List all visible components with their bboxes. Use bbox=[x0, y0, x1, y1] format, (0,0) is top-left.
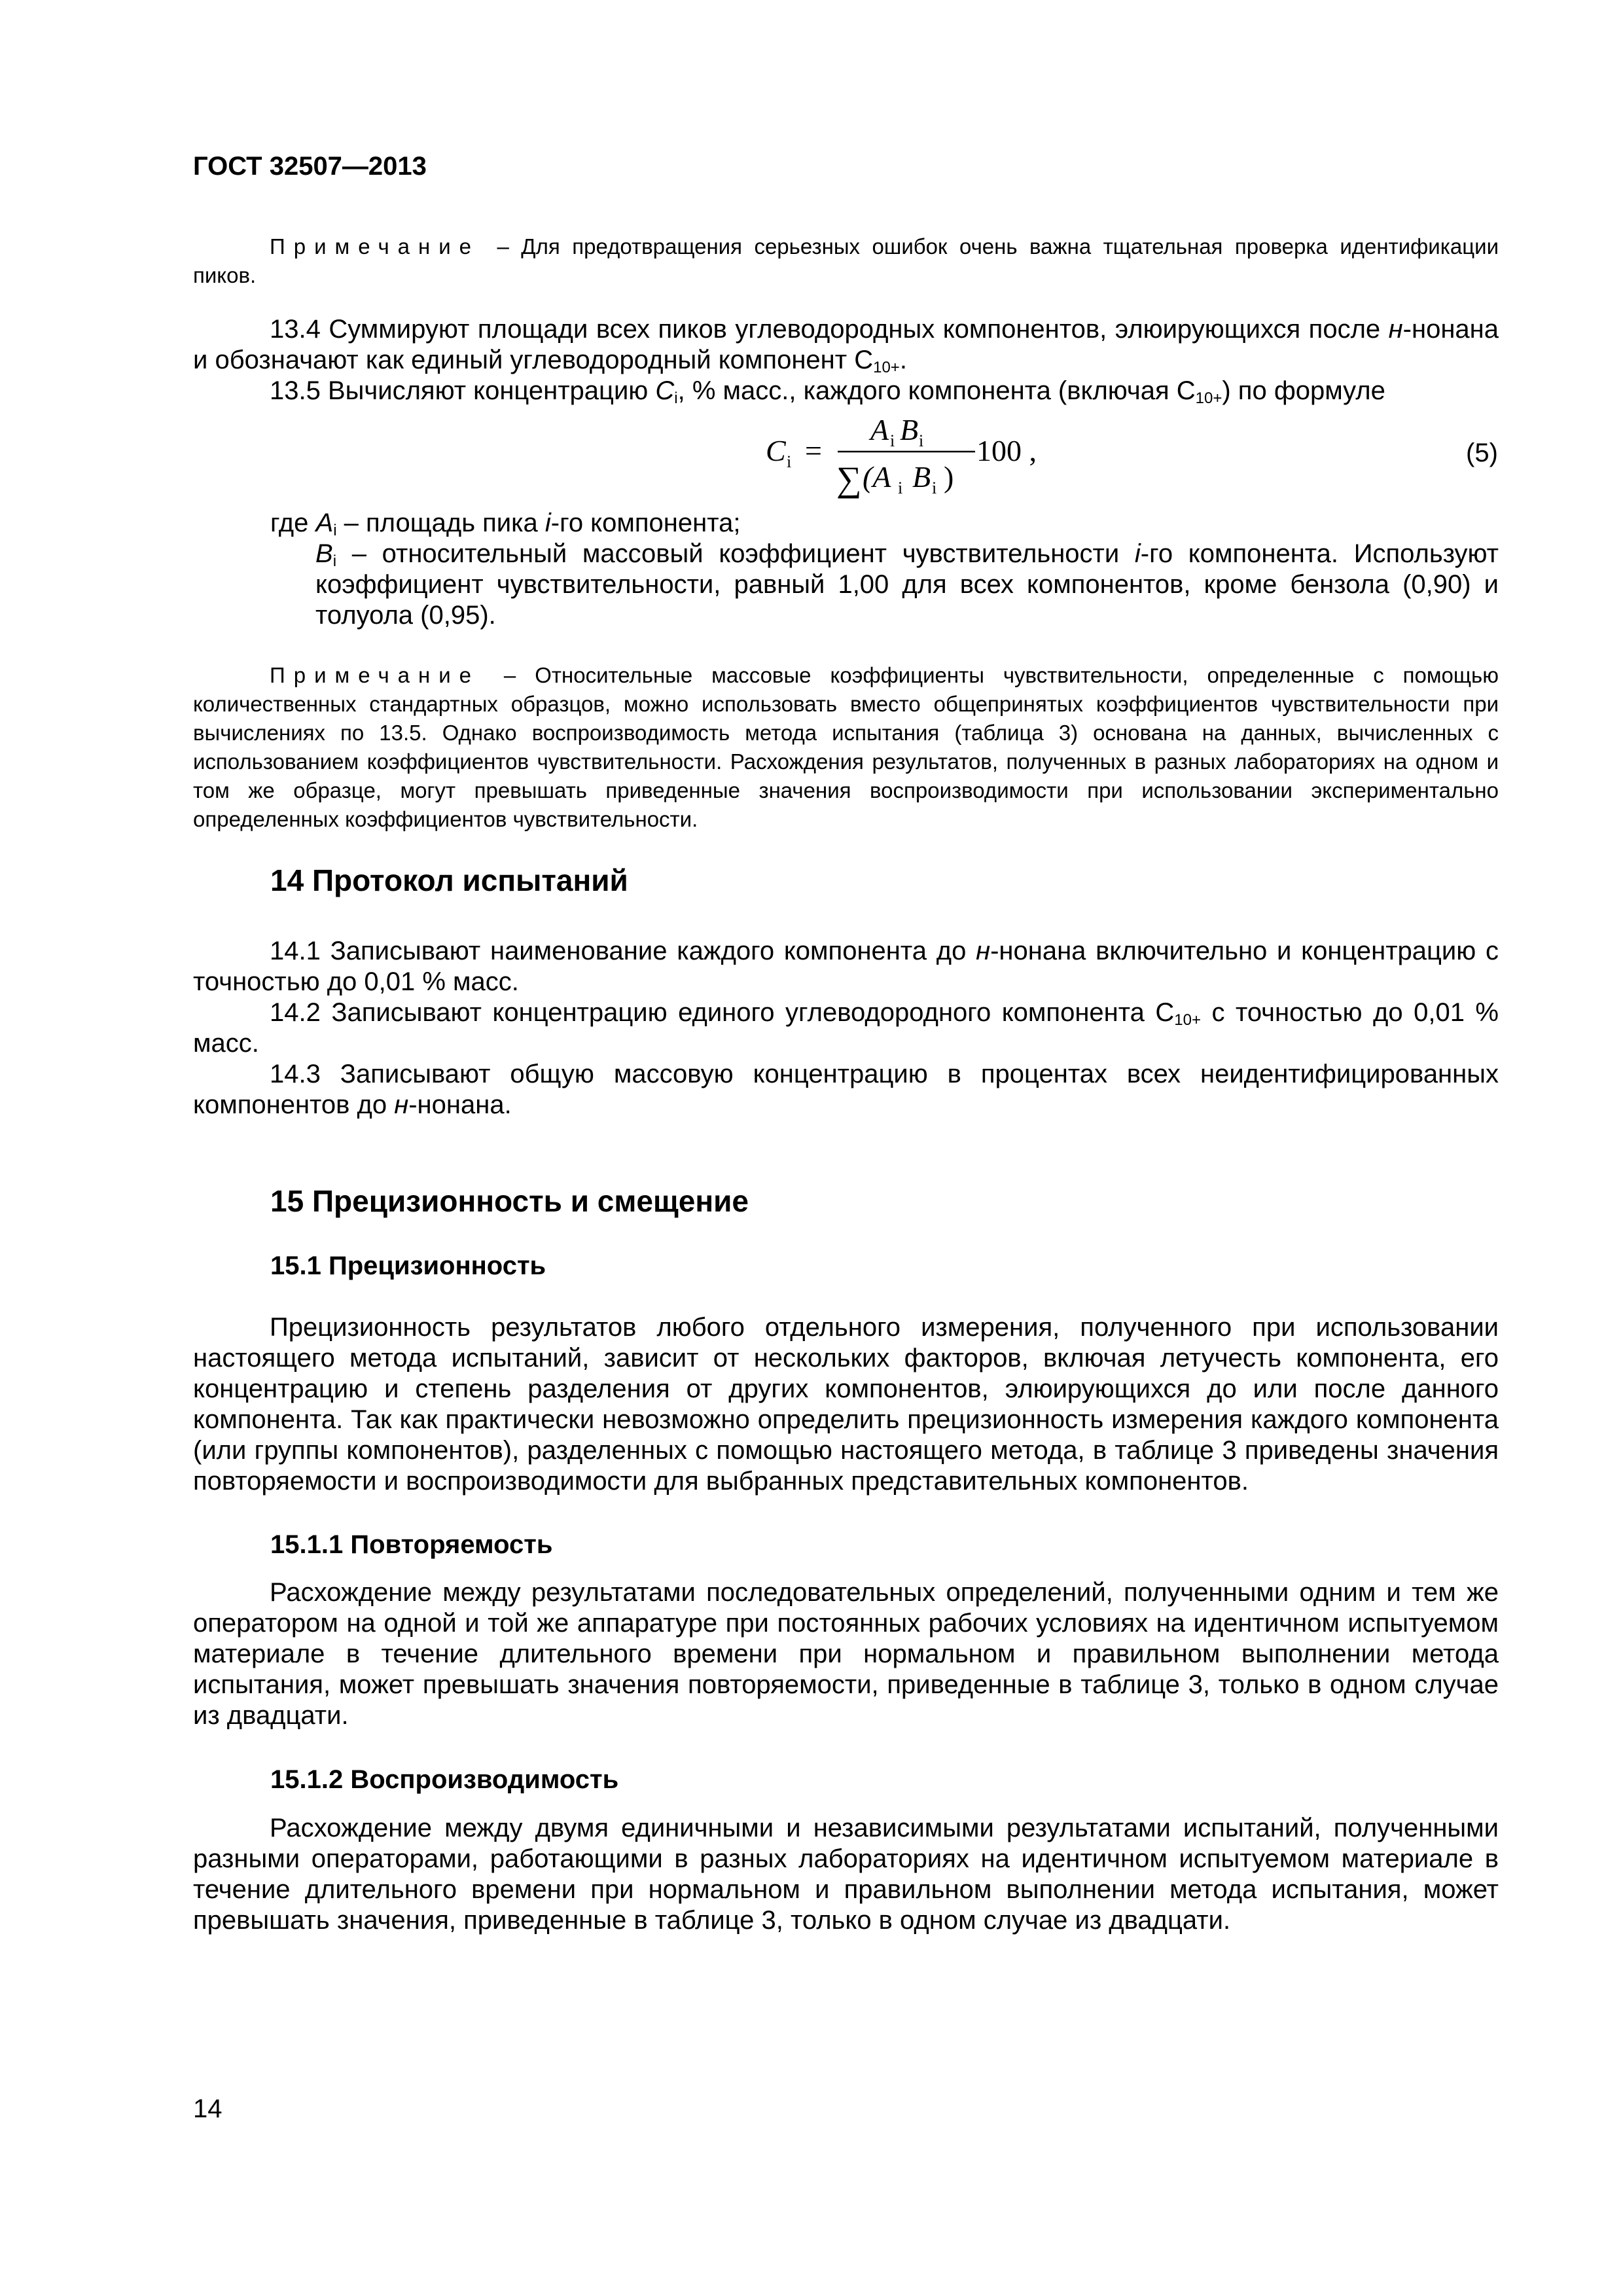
paragraph-text: 13.5 Вычисляют концентрацию bbox=[270, 376, 656, 405]
formula-number: (5) bbox=[1466, 439, 1498, 467]
note-peak-identification bbox=[193, 232, 1499, 290]
formula-concentration bbox=[753, 407, 1093, 505]
paragraph-text: -нонана включительно и концентрацию с точностью до 0,01 % масс. bbox=[193, 937, 1499, 996]
italic-n: н bbox=[976, 937, 991, 965]
note-text: – Относительные массовые коэффициенты чувствительности, определенные с помощью количественных стандартных образцов, можно использовать вместо общепринятых коэффициентов чувствительности при вычислениях по 13.5. Однако воспроизводимость метода испытания (таблица 3) основана на данных, вычисленных с использованием коэффициентов чувствительности. Расхождения результатов, полученных в разных лабораториях на одном и том же образце, могут превышать приведенные значения воспроизводимости при использовании экспериментально определенных коэффициентов чувствительности. bbox=[193, 663, 1499, 831]
formula-den-sub-a: i bbox=[898, 478, 903, 497]
subscript: 10+ bbox=[1195, 389, 1222, 407]
variable-c: C bbox=[655, 376, 675, 405]
italic-i: i bbox=[544, 509, 551, 537]
paragraph-text: ) по формуле bbox=[1222, 376, 1385, 405]
section-15-1-title: 15.1 Прецизионность bbox=[270, 1251, 546, 1280]
section-15-1-2-title: 15.1.2 Воспроизводимость bbox=[270, 1765, 619, 1794]
note-response-factors bbox=[193, 661, 1499, 834]
paragraph-15-1: Прецизионность результатов любого отдельного измерения, полученного при использовании настоящего метода испытаний, зависит от нескольких факторов, включая летучесть компонента, его концентрацию и степень разделения от других компонентов, элюирующихся до или после данного компонента. Так как практически невозможно определить прецизионность измерения каждого компонента (или группы компонентов), разделенных с помощью настоящего метода, в таблице 3 приведены значения повторяемости и воспроизводимости для выбранных представительных компонентов. bbox=[193, 1313, 1499, 1496]
where-text: – относительный массовый коэффициент чувствительности bbox=[336, 539, 1135, 568]
paragraph-text: , % масс., каждого компонента (включая С bbox=[677, 376, 1196, 405]
note-text: – Для предотвращения серьезных ошибок очень важна тщательная проверка идентификации пиков. bbox=[193, 234, 1499, 287]
italic-n: н bbox=[394, 1090, 409, 1119]
formula-den-a: (A bbox=[863, 460, 891, 493]
note-label: Примечание bbox=[270, 663, 480, 687]
paragraph-text: -нонана. bbox=[408, 1090, 512, 1119]
section-14-title: 14 Протокол испытаний bbox=[270, 863, 628, 897]
subscript: 10+ bbox=[1174, 1011, 1201, 1029]
paragraph-text: 14.2 Записывают концентрацию единого углеводородного компонента С bbox=[270, 998, 1175, 1027]
formula-lhs-sub: i bbox=[787, 452, 792, 471]
formula-lhs: C bbox=[766, 434, 786, 467]
section-15-title: 15 Прецизионность и смещение bbox=[270, 1184, 749, 1218]
paragraph-13-5 bbox=[193, 376, 1499, 406]
formula-num-b: B bbox=[900, 413, 919, 446]
paragraph-14-2 bbox=[193, 997, 1499, 1059]
document-header: ГОСТ 32507—2013 bbox=[193, 152, 427, 181]
note-label: Примечание bbox=[270, 234, 480, 259]
paragraph-text: . bbox=[899, 346, 907, 374]
where-text: где bbox=[270, 509, 316, 537]
formula-sum: ∑ bbox=[836, 459, 862, 499]
formula-den-close: ) bbox=[944, 460, 954, 493]
section-15-1-1-title: 15.1.1 Повторяемость bbox=[270, 1530, 553, 1559]
paragraph-text: 14.1 Записывают наименование каждого компонента до bbox=[270, 937, 976, 965]
paragraph-text: 14.3 Записывают общую массовую концентрацию в процентах всех неидентифицированных компонентов до bbox=[193, 1060, 1499, 1119]
formula-factor: 100 , bbox=[976, 434, 1037, 467]
subscript: i bbox=[333, 522, 337, 539]
paragraph-14-3 bbox=[193, 1059, 1499, 1121]
paragraph-14-1 bbox=[193, 936, 1499, 997]
page-number: 14 bbox=[193, 2094, 223, 2123]
where-text: – площадь пика bbox=[336, 509, 545, 537]
where-text: -го компонента; bbox=[550, 509, 741, 537]
paragraph-13-4 bbox=[193, 314, 1499, 376]
where-text: -го компонента. Используют коэффициент чувствительности, равный 1,00 для всех компонентов, кроме бензола (0,90) и толуола (0,95). bbox=[315, 539, 1499, 630]
subscript: i bbox=[674, 389, 678, 407]
formula-num-sub-b: i bbox=[919, 431, 924, 450]
paragraph-15-1-2: Расхождение между двумя единичными и независимыми результатами испытаний, полученными разными операторами, работающими в разных лабораториях на идентичном испытуемом материале в течение длительного времени при нормальном и правильном выполнении метода испытания, может превышать значения, приведенные в таблице 3, только в одном случае из двадцати. bbox=[193, 1814, 1499, 1935]
formula-num-sub-a: i bbox=[890, 431, 895, 450]
paragraph-text: -нонана и обозначают как единый углеводородный компонент С bbox=[193, 315, 1499, 374]
formula-num-a: A bbox=[870, 413, 889, 446]
paragraph-text: 13.4 Суммируют площади всех пиков углеводородных компонентов, элюирующихся после bbox=[270, 315, 1389, 344]
subscript: i bbox=[332, 552, 337, 570]
where-a-definition bbox=[270, 508, 740, 539]
variable-a: A bbox=[315, 509, 334, 537]
italic-i: i bbox=[1134, 539, 1141, 568]
italic-n: н bbox=[1388, 315, 1403, 344]
formula-equals: = bbox=[805, 434, 822, 467]
paragraph-text: с точностью до 0,01 % масс. bbox=[193, 998, 1499, 1058]
where-b-definition bbox=[315, 539, 1499, 631]
variable-b: B bbox=[315, 539, 333, 568]
formula-den-sub-b: i bbox=[932, 478, 937, 497]
paragraph-15-1-1: Расхождение между результатами последовательных определений, полученными одним и тем же оператором на одной и той же аппаратуре при постоянных рабочих условиях на идентичном испытуемом материале в течение длительного времени при нормальном и правильном выполнении метода испытания, может превышать значения повторяемости, приведенные в таблице 3, только в одном случае из двадцати. bbox=[193, 1578, 1499, 1730]
subscript: 10+ bbox=[873, 359, 900, 376]
formula-den-b: B bbox=[912, 460, 931, 493]
